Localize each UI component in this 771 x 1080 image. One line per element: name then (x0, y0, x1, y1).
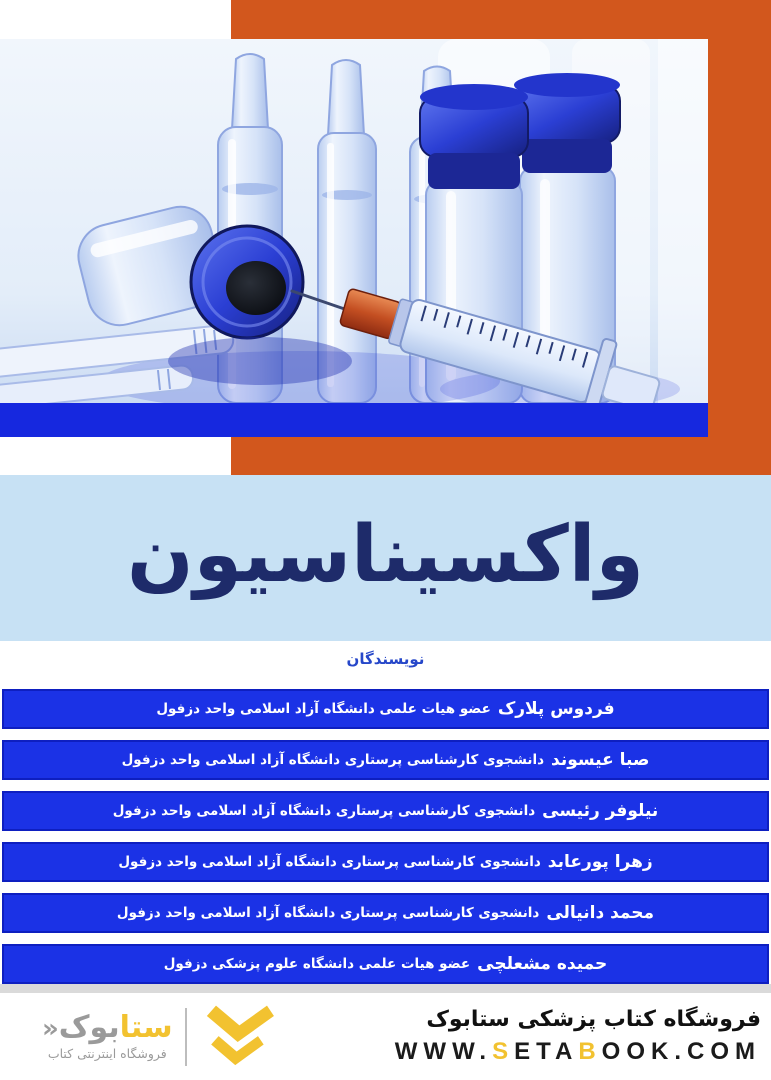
logo-divider (185, 1008, 187, 1066)
author-role: دانشجوی کارشناسی پرستاری دانشگاه آزاد اسلامی واحد دزفول (116, 905, 540, 921)
authors-section-label: نویسندگان (346, 650, 425, 668)
setabook-wordmark (42, 1009, 173, 1045)
url-part: WWW. (394, 1038, 493, 1065)
url-part: OOK.COM (601, 1038, 761, 1065)
footer (0, 993, 771, 1080)
url-part-accent: B (578, 1038, 602, 1065)
shop-tagline: فروشگاه کتاب پزشکی ستابوک (426, 1007, 761, 1032)
author-role: دانشجوی کارشناسی پرستاری دانشگاه آزاد اسلامی واحد دزفول (112, 803, 536, 819)
book-title: واکسیناسیون (127, 510, 644, 600)
author-role: عضو هیات علمی دانشگاه آزاد اسلامی واحد دزفول (156, 701, 491, 717)
url-part-accent: S (492, 1038, 515, 1065)
lower-left-white-block (0, 437, 231, 475)
footer-divider-strip (0, 984, 771, 993)
author-bar (2, 842, 769, 882)
wordmark-part-gray: بوک (58, 1009, 120, 1045)
title-band (0, 475, 771, 641)
author-name: محمد دانیالی (546, 903, 655, 923)
author-name: حمیده مشعلچی (477, 954, 608, 974)
author-bar (2, 689, 769, 729)
shop-text-block (395, 1007, 761, 1066)
author-role: عضو هیات علمی دانشگاه علوم پزشکی دزفول (163, 956, 471, 972)
double-chevron-icon (199, 1004, 281, 1070)
site-url (395, 1038, 761, 1066)
url-part: ETA (514, 1038, 579, 1065)
setabook-wordmark-block (42, 1009, 173, 1061)
author-bar (2, 944, 769, 984)
vials-syringe-illustration (0, 39, 708, 403)
setabook-logo (42, 1004, 281, 1070)
author-role: دانشجوی کارشناسی پرستاری دانشگاه آزاد اسلامی واحد دزفول (118, 854, 541, 870)
author-name: زهرا پورعابد (547, 852, 653, 872)
author-name: فردوس پلارک (497, 699, 615, 719)
wordmark-guillemet: « (42, 1013, 59, 1044)
author-name: صبا عیسوند (551, 750, 650, 770)
author-name: نیلوفر رئیسی (542, 801, 659, 821)
photo-underline-bar (0, 403, 708, 437)
top-left-white-block (0, 0, 231, 39)
author-bar (2, 893, 769, 933)
author-bar (2, 740, 769, 780)
vials-syringe-photo (0, 39, 708, 403)
author-bar (2, 791, 769, 831)
wordmark-part-yellow: ستا (119, 1009, 173, 1045)
logo-tagline: فروشگاه اینترنتی کتاب (47, 1045, 167, 1061)
author-role: دانشجوی کارشناسی پرستاری دانشگاه آزاد اسلامی واحد دزفول (121, 752, 545, 768)
